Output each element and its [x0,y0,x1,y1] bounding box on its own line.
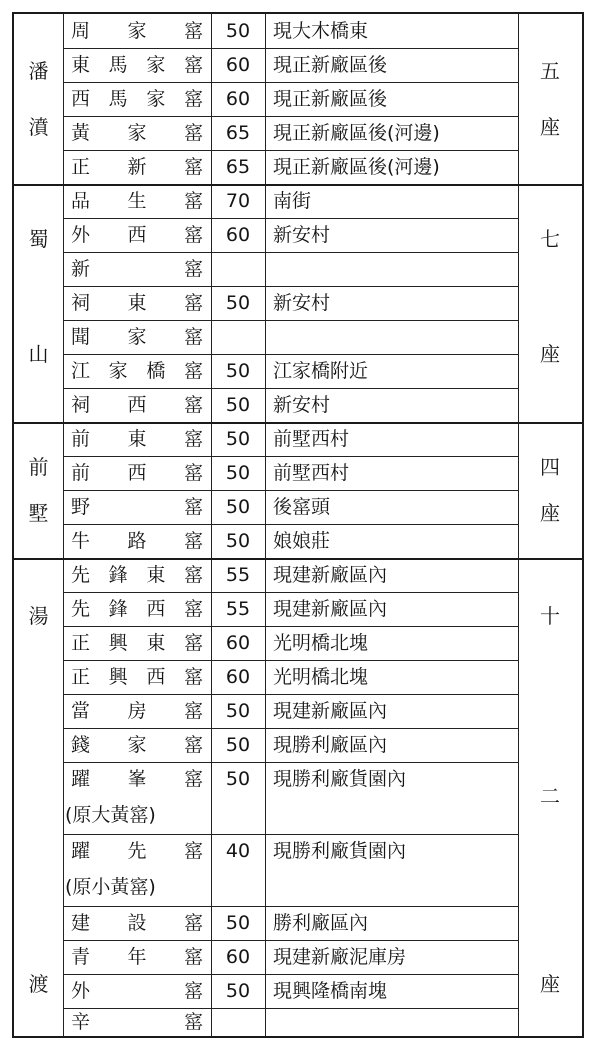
kiln-name-char: 祠 [71,291,91,314]
kiln-height: 50 [225,495,251,518]
kiln-name [65,974,209,1008]
kiln-name [65,906,209,940]
kiln-name-char: 窰 [183,529,203,552]
kiln-name-char: 窰 [183,53,203,76]
kiln-name-char: 窰 [183,733,203,756]
kiln-name-char: 窰 [183,945,203,968]
kiln-name [65,48,209,82]
kiln-name [65,14,209,48]
kiln-name-char: 西 [127,223,147,246]
kiln-name [65,490,209,524]
kiln-name-char: 聞 [71,325,91,348]
kiln-name [65,184,209,218]
kiln-name-char: 窰 [183,87,203,110]
kiln-name-char: 窰 [183,291,203,314]
kiln-height [211,1008,265,1042]
kiln-location: 現大木橋東 [273,19,369,42]
kiln-name-char: 窰 [183,767,203,790]
kiln-name-char: 建 [71,911,91,934]
kiln-name-char: 設 [127,911,147,934]
kiln-location: 現勝利廠貨園內 [273,767,407,790]
kiln-name-char: 窰 [183,359,203,382]
kiln-location [265,320,518,354]
kiln-name [65,354,209,388]
kiln-name-char: 錢 [71,733,91,756]
kiln-name [65,940,209,974]
kiln-name [65,388,209,422]
kiln-height: 50 [225,291,251,314]
kiln-name-char: 正 [71,155,91,178]
kiln-name-char: 家 [127,325,147,348]
kiln-height: 50 [225,359,251,382]
kiln-name-char: 窰 [183,665,203,688]
region-count-char: 七 [540,227,560,251]
region-char: 渡 [28,972,49,996]
kiln-name-char: 黃 [71,121,91,144]
kiln-location: 現勝利廠貨園內 [273,839,407,862]
kiln-name-char: 馬 [108,53,128,76]
kiln-location: 勝利廠區內 [273,911,369,934]
kiln-name-char: 西 [127,461,147,484]
kiln-name-char: 峯 [127,767,147,790]
kiln-location: 光明橋北塊 [273,665,369,688]
kiln-height [211,320,265,354]
kiln-former-name: (原小黃窰) [65,875,156,898]
kiln-name-char: 江 [71,359,91,382]
kiln-location: 新安村 [273,291,331,314]
kiln-height: 50 [225,767,251,790]
kiln-name-first: 辛 [71,1010,91,1033]
kiln-name-char: 窰 [183,839,203,862]
kiln-height: 40 [225,839,251,862]
kiln-name [65,694,209,728]
kiln-name-char: 家 [127,19,147,42]
kiln-name [65,558,209,592]
kiln-name-char: 躍 [71,839,91,862]
kiln-height: 50 [225,19,251,42]
kiln-name-char: 躍 [71,767,91,790]
kiln-location: 現建新廠區內 [273,699,388,722]
kiln-location: 現建新廠區內 [273,563,388,586]
kiln-location: 現勝利廠區內 [273,733,388,756]
kiln-height: 60 [225,665,251,688]
kiln-location: 江家橋附近 [273,359,369,382]
kiln-name-char: 周 [71,19,91,42]
kiln-height: 60 [225,945,251,968]
column-divider [63,14,64,1036]
kiln-name-char: 窰 [183,461,203,484]
kiln-location: 現興隆橋南塊 [273,979,388,1002]
kiln-name-char: 窰 [183,631,203,654]
region-char: 墅 [28,500,49,525]
kiln-name-char: 路 [127,529,147,552]
kiln-location [265,252,518,286]
kiln-name [65,82,209,116]
kiln-height: 50 [225,461,251,484]
kiln-name-last: 窰 [183,1010,203,1033]
region-char: 湯 [28,604,49,628]
kiln-location: 南街 [273,189,312,212]
kiln-name-char: 生 [127,189,147,212]
region-count-char: 座 [540,342,560,366]
kiln-name-char: 正 [71,631,91,654]
kiln-name-char: 正 [71,665,91,688]
kiln-height: 60 [225,53,251,76]
kiln-name-char: 窰 [183,121,203,144]
kiln-name-char: 家 [108,359,128,382]
kiln-location: 現正新廠區後 [273,87,388,110]
kiln-name-char: 家 [146,53,166,76]
kiln-name-char: 鋒 [108,563,128,586]
kiln-name [65,286,209,320]
region-count-char: 座 [540,115,560,140]
column-divider [518,14,519,1036]
kiln-former-name: (原大黃窰) [65,803,156,826]
kiln-name-char: 窰 [183,427,203,450]
kiln-height: 50 [225,393,251,416]
region-count-char: 十 [540,604,560,628]
kiln-name-first: 新 [71,257,91,280]
kiln-height: 50 [225,699,251,722]
kiln-name [65,320,209,354]
kiln-name-char: 東 [127,427,147,450]
kiln-name [65,116,209,150]
kiln-name-char: 青 [71,945,91,968]
region-count-char: 四 [540,455,560,480]
kiln-name [65,422,209,456]
kiln-name-last: 窰 [183,257,203,280]
region-char: 山 [28,342,49,366]
kiln-name [65,456,209,490]
kiln-height: 50 [225,733,251,756]
kiln-name-char: 西 [71,87,91,110]
kiln-name-char: 東 [146,563,166,586]
kiln-name [65,592,209,626]
kiln-name-char: 東 [146,631,166,654]
kiln-name [65,728,209,762]
kiln-name-char: 先 [71,597,91,620]
kiln-name [65,1008,209,1036]
kiln-name-char: 新 [127,155,147,178]
kiln-location [265,1008,518,1042]
region-count-char: 座 [540,500,560,525]
kiln-name-char: 窰 [183,223,203,246]
kiln-location: 後窰頭 [273,495,331,518]
region-count-char: 五 [540,58,560,83]
kiln-name-char: 年 [127,945,147,968]
kiln-name-char: 窰 [183,911,203,934]
kiln-name-char: 西 [146,597,166,620]
kiln-name-char: 窰 [183,597,203,620]
kiln-name-char: 橋 [146,359,166,382]
kiln-name [65,660,209,694]
kiln-name-char: 祠 [71,393,91,416]
kiln-height: 60 [225,87,251,110]
kiln-height: 50 [225,427,251,450]
kiln-name [65,150,209,184]
kiln-name-char: 窰 [183,699,203,722]
kiln-location: 光明橋北塊 [273,631,369,654]
kiln-location: 新安村 [273,223,331,246]
kiln-location: 現正新廠區後(河邊) [273,155,440,178]
kiln-name-first: 外 [71,979,91,1002]
kiln-height: 55 [225,597,251,620]
kiln-name [65,626,209,660]
kiln-height: 50 [225,979,251,1002]
kiln-height: 65 [225,121,251,144]
kiln-name [65,218,209,252]
kiln-location: 娘娘莊 [273,529,331,552]
kiln-name-char: 窰 [183,19,203,42]
kiln-name-char: 牛 [71,529,91,552]
kiln-name-char: 外 [71,223,91,246]
kiln-name-char: 興 [108,665,128,688]
kiln-name-char: 房 [127,699,147,722]
kiln-name [65,252,209,286]
kiln-name-char: 西 [146,665,166,688]
kiln-name-char: 窰 [183,189,203,212]
kiln-height [211,252,265,286]
kiln-table [12,12,584,1038]
kiln-location: 現正新廠區後(河邊) [273,121,440,144]
kiln-name-char: 當 [71,699,91,722]
kiln-name [65,524,209,558]
kiln-location: 現建新廠區內 [273,597,388,620]
kiln-name-char: 西 [127,393,147,416]
kiln-height: 55 [225,563,251,586]
kiln-location: 現建新廠泥庫房 [273,945,407,968]
kiln-name-char: 品 [71,189,91,212]
kiln-name-char: 窰 [183,563,203,586]
kiln-name-last: 窰 [183,979,203,1002]
kiln-height: 50 [225,911,251,934]
kiln-name-char: 窰 [183,393,203,416]
kiln-location: 現正新廠區後 [273,53,388,76]
kiln-height: 70 [225,189,251,212]
kiln-name-char: 窰 [183,325,203,348]
kiln-location: 前墅西村 [273,427,350,450]
kiln-name [65,834,209,868]
kiln-name-first: 野 [71,495,91,518]
kiln-name-char: 家 [146,87,166,110]
kiln-location: 新安村 [273,393,331,416]
region-char: 濆 [28,115,49,140]
kiln-name-char: 東 [71,53,91,76]
kiln-location: 前墅西村 [273,461,350,484]
kiln-name-char: 東 [127,291,147,314]
kiln-height: 60 [225,223,251,246]
kiln-name-char: 前 [71,427,91,450]
kiln-height: 50 [225,529,251,552]
kiln-name-char: 先 [71,563,91,586]
region-char: 前 [28,455,49,480]
kiln-name-char: 家 [127,733,147,756]
region-count-char: 二 [540,784,560,808]
kiln-height: 60 [225,631,251,654]
kiln-name-char: 先 [127,839,147,862]
kiln-name-char: 前 [71,461,91,484]
kiln-name-char: 馬 [108,87,128,110]
region-char: 潘 [28,58,49,83]
kiln-name-char: 家 [127,121,147,144]
kiln-name-char: 窰 [183,155,203,178]
region-count-char: 座 [540,972,560,996]
region-char: 蜀 [28,227,49,251]
kiln-name-char: 興 [108,631,128,654]
kiln-height: 65 [225,155,251,178]
kiln-name-char: 鋒 [108,597,128,620]
kiln-name-last: 窰 [183,495,203,518]
kiln-name [65,762,209,796]
